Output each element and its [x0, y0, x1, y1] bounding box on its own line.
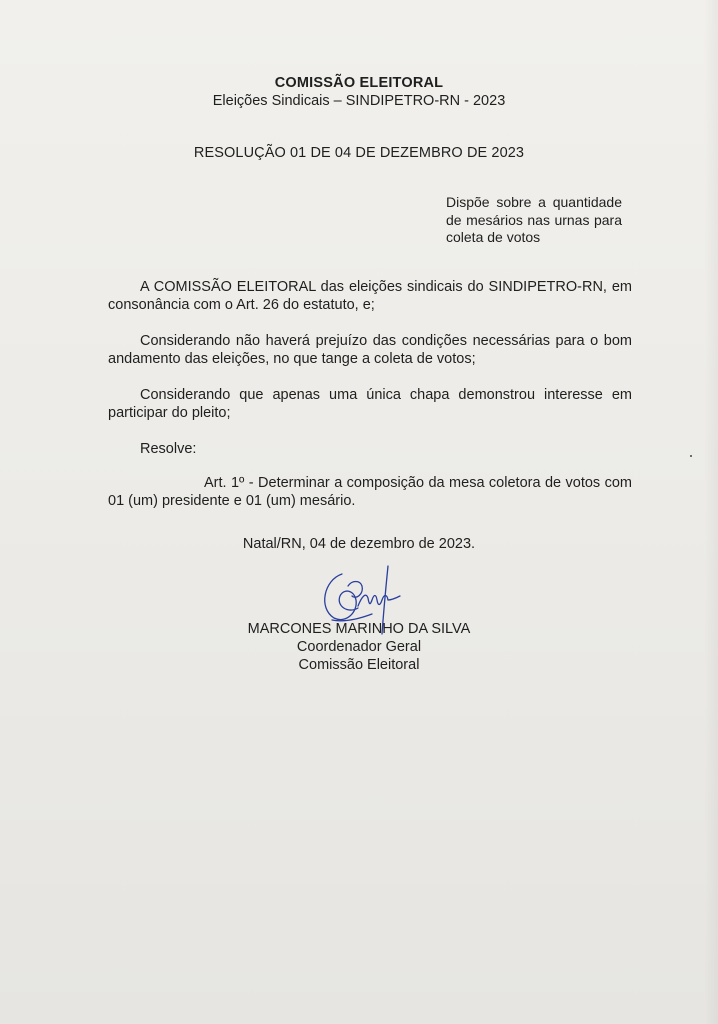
scan-speck [690, 455, 692, 457]
organization-title: COMISSÃO ELEITORAL [274, 75, 444, 91]
resolution-summary: Dispõe sobre a quantidade de mesários nas urnas para coleta de votos [446, 194, 622, 245]
signer-organization: Comissão Eleitoral [298, 657, 420, 673]
intro-paragraph: A COMISSÃO ELEITORAL das eleições sindicais do SINDIPETRO-RN, em consonância com o Art. 26 do estatuto, e; [108, 279, 632, 313]
resolution-title: RESOLUÇÃO 01 DE 04 DE DEZEMBRO DE 2023 [193, 145, 525, 161]
signer-block [0, 620, 718, 674]
document-header [0, 74, 718, 110]
consideration-paragraph-2: Considerando que apenas uma única chapa demonstrou interesse em participar do pleito; [108, 387, 632, 421]
place-and-date: Natal/RN, 04 de dezembro de 2023. [242, 536, 476, 552]
resolution-body [108, 278, 632, 528]
signer-role: Coordenador Geral [296, 639, 422, 655]
consideration-paragraph-1: Considerando não haverá prejuízo das condições necessárias para o bom andamento das eleições, no que tange a coleta de votos; [108, 333, 632, 367]
resolve-paragraph: Resolve: [140, 441, 197, 457]
election-subtitle: Eleições Sindicais – SINDIPETRO-RN - 2023 [212, 93, 506, 109]
article-1-paragraph: Art. 1º - Determinar a composição da mesa coletora de votos com 01 (um) presidente e 01 (um) mesário. [108, 475, 632, 509]
signer-name: MARCONES MARINHO DA SILVA [247, 621, 471, 637]
